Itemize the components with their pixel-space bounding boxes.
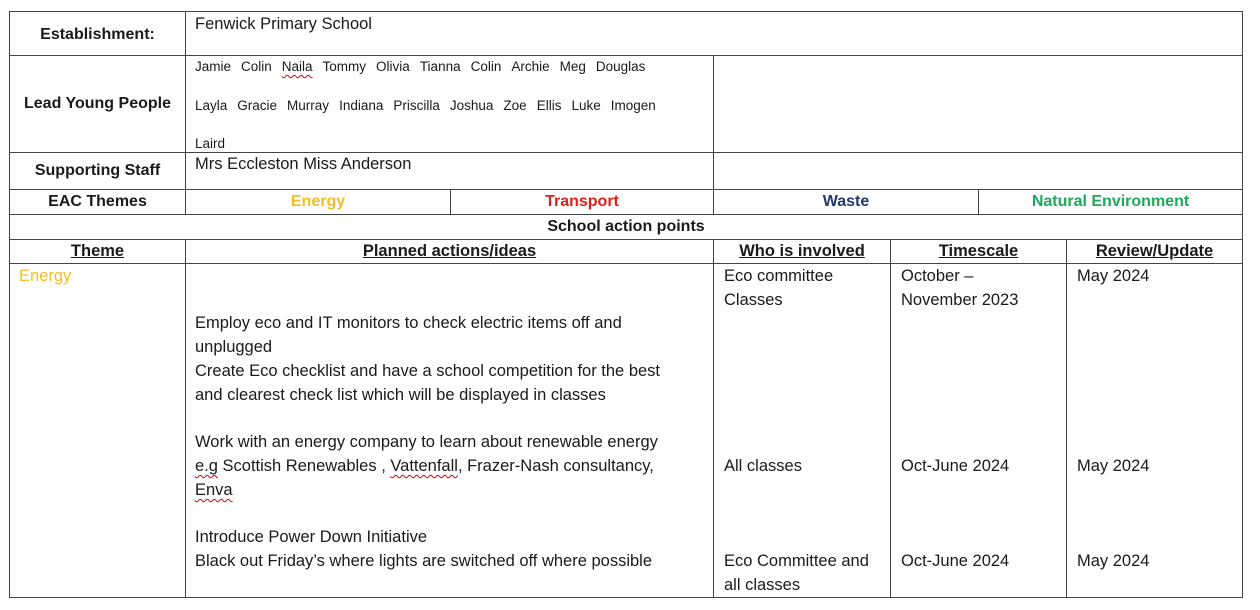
action-1-who-line-1: Eco committee (724, 267, 834, 285)
lead-person-name: Jamie (195, 59, 232, 74)
theme-waste: Waste (822, 193, 870, 210)
col-header-theme-cell (9, 239, 186, 264)
col-header-actions-cell (185, 239, 714, 264)
col-header-planned-actions: Planned actions/ideas (362, 242, 537, 260)
section-title-cell (9, 214, 1243, 240)
names-line-3 (195, 136, 235, 151)
action-1-line-4: and clearest check list which will be displayed in classes (195, 386, 606, 404)
eac-themes-label-cell (9, 189, 186, 215)
supporting-staff-value-cell (185, 152, 714, 190)
lead-person-name: Imogen (610, 98, 656, 113)
theme-natural-environment: Natural Environment (1031, 193, 1190, 210)
establishment-value-cell (185, 11, 1243, 56)
col-header-who-cell (713, 239, 891, 264)
lead-person-name: Archie (511, 59, 550, 74)
col-header-review-update: Review/Update (1095, 242, 1214, 260)
col-header-timescale-cell (890, 239, 1067, 264)
lead-person-name: Joshua (449, 98, 494, 113)
lead-person-name: Ellis (536, 98, 562, 113)
action-3-who-line-2: all classes (724, 576, 801, 594)
lead-person-name: Tommy (322, 59, 367, 74)
lead-person-name: Douglas (595, 59, 646, 74)
action-2-line-2 (195, 457, 654, 476)
action-2-enva: Enva (195, 481, 233, 499)
supporting-staff-value: Mrs Eccleston Miss Anderson (195, 155, 412, 173)
lead-person-name: Naila (281, 59, 313, 74)
action-2-line-3 (195, 481, 233, 500)
theme-natural-environment-cell (978, 189, 1243, 215)
action-2-who: All classes (724, 457, 802, 475)
lead-person-name: Laird (195, 136, 226, 151)
establishment-value: Fenwick Primary School (195, 15, 372, 33)
timescale-cell (890, 263, 1067, 598)
action-1-timescale-line-2: November 2023 (901, 291, 1019, 309)
action-1-timescale-line-1: October – (901, 267, 974, 285)
supporting-staff-extra-cell (713, 152, 1243, 190)
lead-person-name: Murray (287, 98, 330, 113)
theme-waste-cell (713, 189, 979, 215)
lead-young-people-names-cell (185, 55, 714, 153)
theme-energy-cell (185, 189, 451, 215)
lead-person-name: Olivia (376, 59, 410, 74)
lead-person-name: Luke (571, 98, 601, 113)
section-title: School action points (547, 218, 705, 235)
supporting-staff-label: Supporting Staff (34, 162, 161, 179)
theme-column-cell (9, 263, 186, 598)
action-1-line-3: Create Eco checklist and have a school competition for the best (195, 362, 661, 380)
action-1-who-line-2: Classes (724, 291, 783, 309)
lead-person-name: Tianna (419, 59, 461, 74)
lead-person-name: Zoe (503, 98, 527, 113)
review-update-cell (1066, 263, 1243, 598)
theme-cell-energy: Energy (19, 267, 72, 285)
col-header-review-cell (1066, 239, 1243, 264)
col-header-timescale: Timescale (938, 242, 1019, 260)
who-involved-cell (713, 263, 891, 598)
action-3-line-1: Introduce Power Down Initiative (195, 528, 428, 546)
lead-person-name: Meg (559, 59, 586, 74)
action-1-review: May 2024 (1077, 267, 1150, 285)
action-3-line-2: Black out Friday’s where lights are switched off where possible (195, 552, 653, 570)
establishment-label-cell (9, 11, 186, 56)
lead-young-people-label: Lead Young People (24, 95, 171, 112)
lead-person-name: Colin (241, 59, 272, 74)
names-line-2 (195, 98, 666, 113)
lead-young-people-extra-cell (713, 55, 1243, 153)
action-2-text-b: , Frazer-Nash consultancy, (457, 457, 654, 475)
theme-energy: Energy (290, 193, 346, 210)
action-1-line-1: Employ eco and IT monitors to check electric items off and (195, 314, 622, 332)
action-2-vattenfall: Vattenfall (390, 457, 458, 475)
action-3-timescale: Oct-June 2024 (901, 552, 1010, 570)
action-2-line-1: Work with an energy company to learn about renewable energy (195, 433, 658, 451)
action-2-review: May 2024 (1077, 457, 1150, 475)
lead-person-name: Layla (195, 98, 228, 113)
action-2-eg: e.g (195, 457, 218, 475)
action-2-timescale: Oct-June 2024 (901, 457, 1010, 475)
action-3-who-line-1: Eco Committee and (724, 552, 869, 570)
lead-young-people-label-cell (9, 55, 186, 153)
theme-transport: Transport (545, 193, 619, 210)
lead-person-name: Gracie (237, 98, 278, 113)
lead-person-name: Indiana (339, 98, 384, 113)
col-header-who-is-involved: Who is involved (739, 242, 865, 260)
establishment-label: Establishment: (40, 25, 155, 43)
eac-themes-label: EAC Themes (48, 193, 147, 210)
planned-actions-cell (185, 263, 714, 598)
theme-transport-cell (450, 189, 714, 215)
names-line-1 (195, 59, 655, 74)
lead-person-name: Colin (470, 59, 502, 74)
action-2-text-a: Scottish Renewables , (217, 457, 391, 475)
col-header-theme: Theme (70, 242, 125, 260)
lead-person-name: Priscilla (393, 98, 440, 113)
action-3-review: May 2024 (1077, 552, 1150, 570)
supporting-staff-label-cell (9, 152, 186, 190)
action-1-line-2: unplugged (195, 338, 273, 356)
